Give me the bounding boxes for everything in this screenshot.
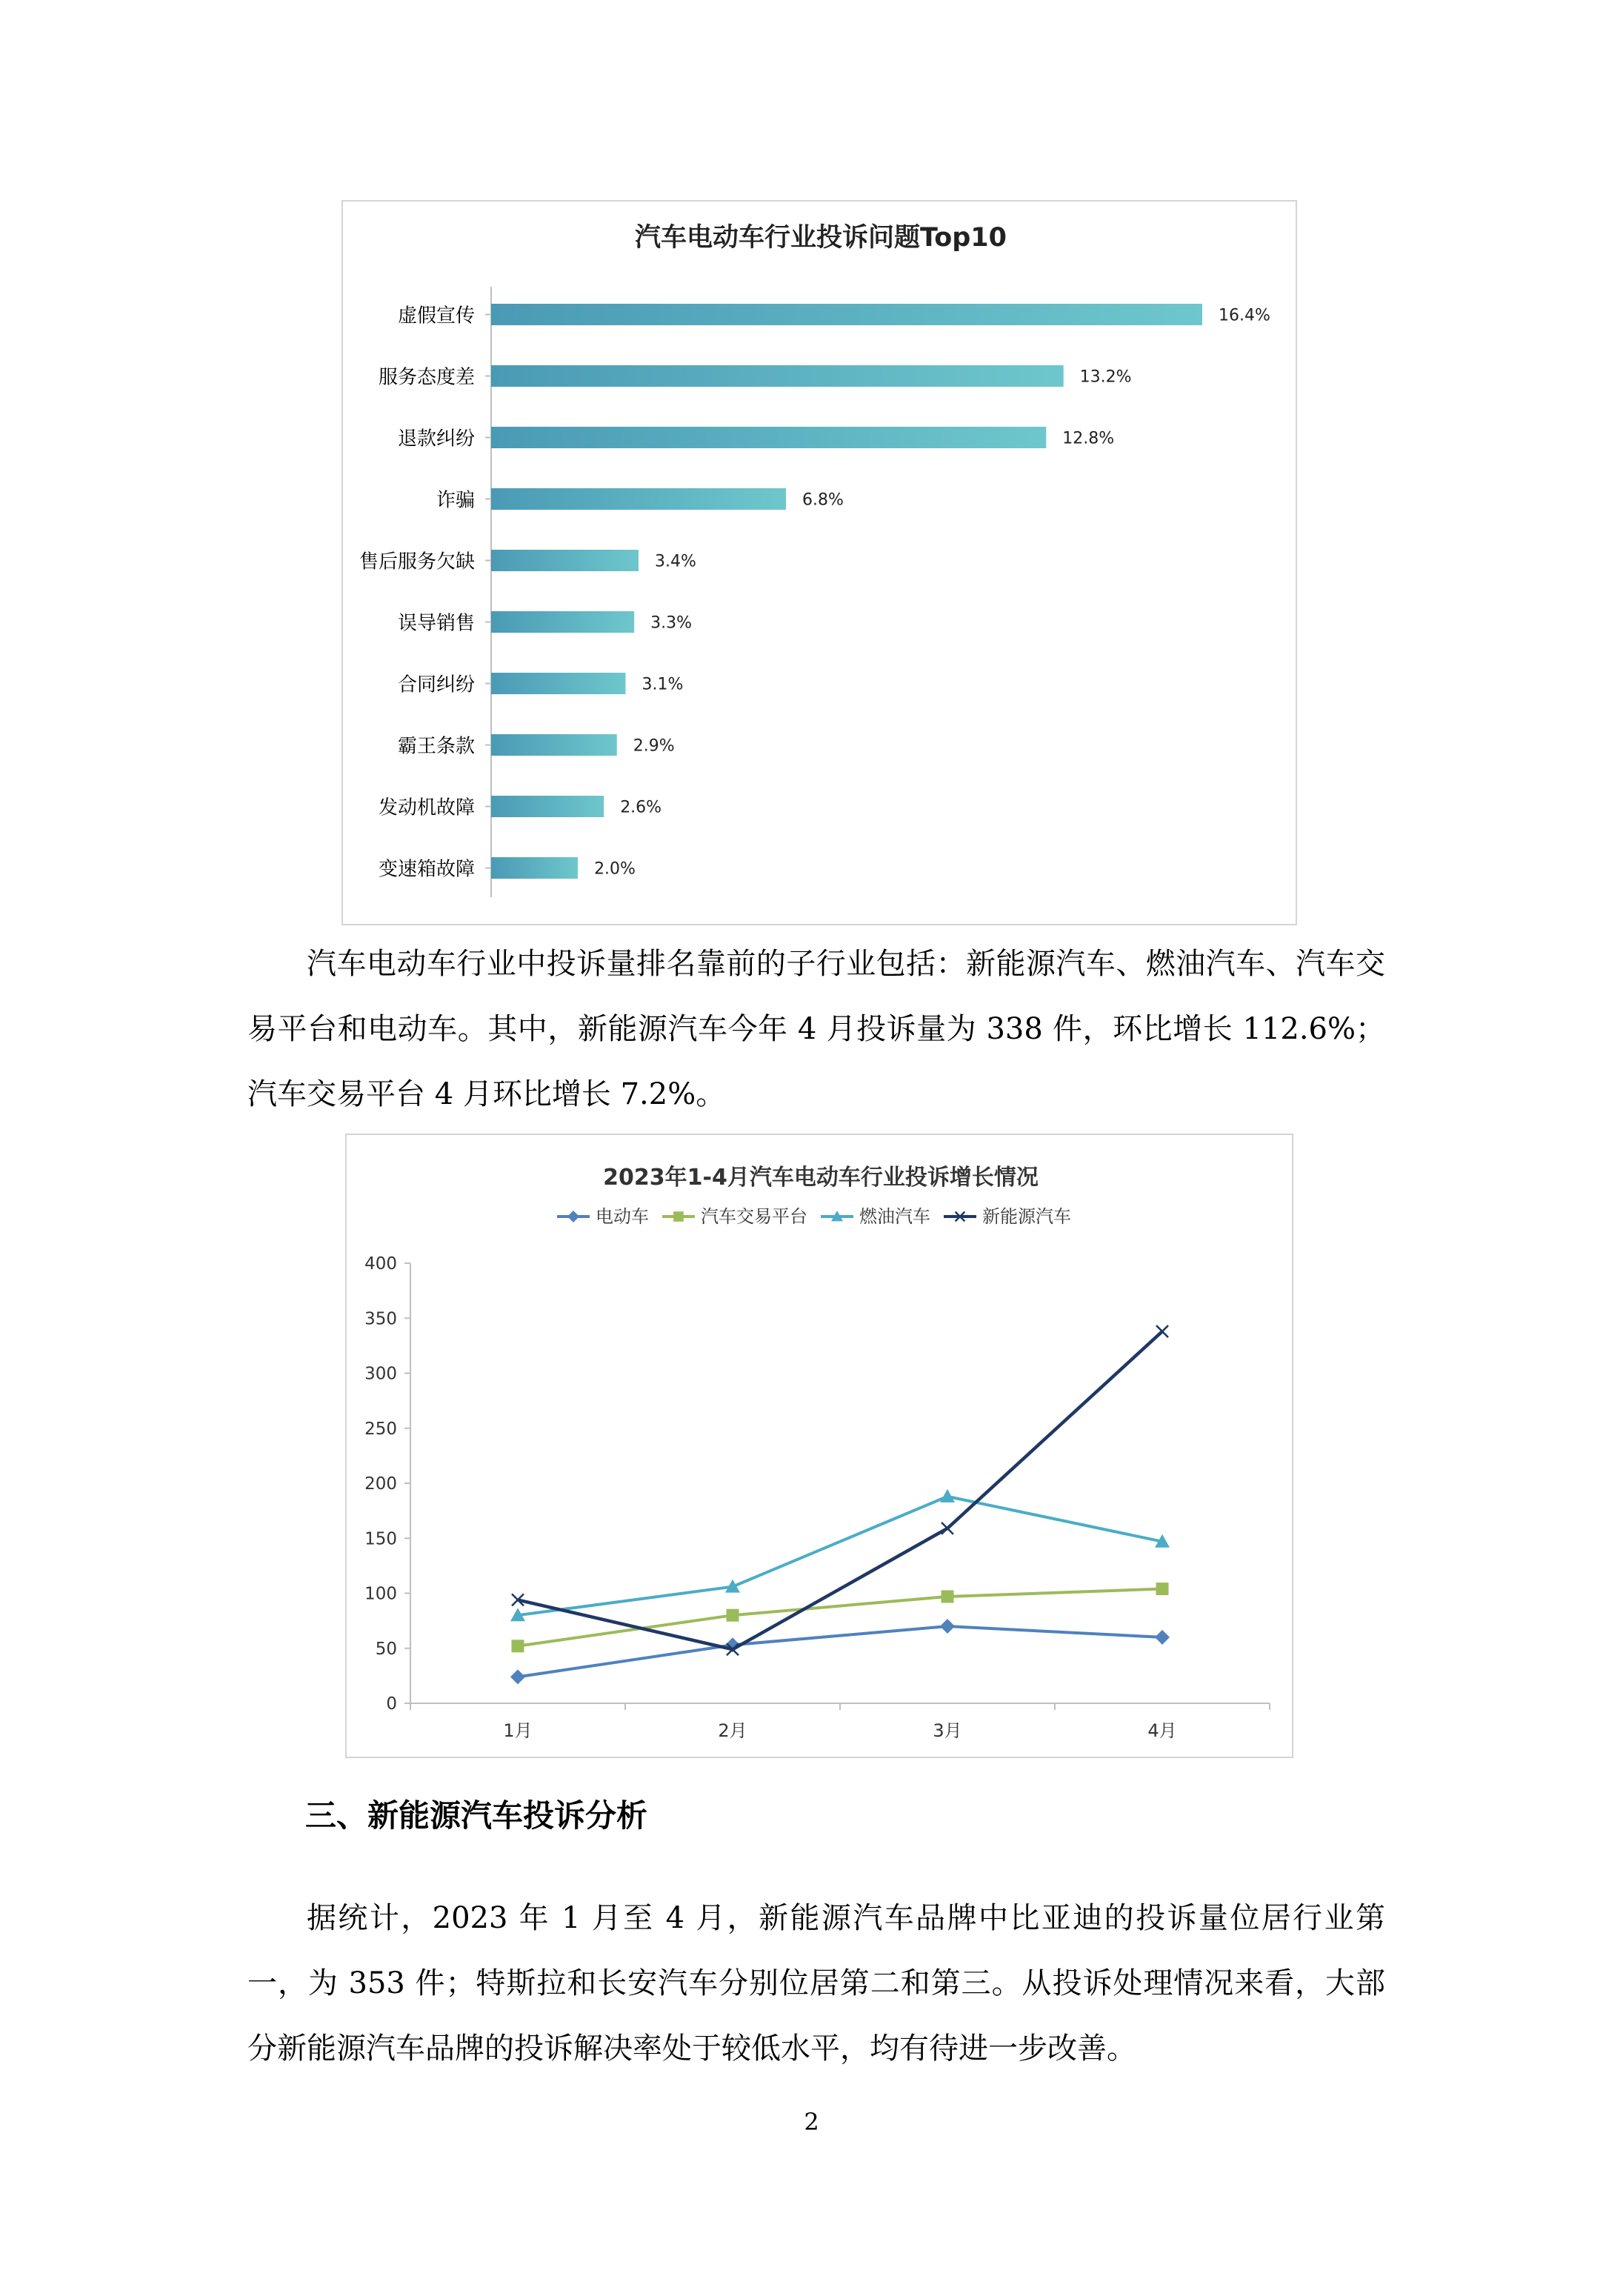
bar	[491, 673, 625, 694]
diamond-marker	[567, 1211, 579, 1222]
legend-label: 新能源汽车	[982, 1206, 1071, 1227]
bar	[491, 488, 786, 510]
y-tick-label: 50	[375, 1639, 397, 1659]
y-tick-label: 300	[364, 1364, 397, 1384]
legend-label: 电动车	[596, 1206, 649, 1227]
square-marker	[512, 1640, 524, 1652]
bar-value-label: 13.2%	[1079, 367, 1132, 387]
series-line	[518, 1589, 1162, 1646]
bar-value-label: 16.4%	[1219, 306, 1270, 325]
series-line	[518, 1497, 1162, 1615]
chart-axes	[364, 1254, 1270, 1741]
bar	[491, 550, 639, 571]
page-number: 2	[804, 2108, 819, 2136]
y-tick-label: 250	[364, 1419, 397, 1439]
line-chart-svg	[347, 1135, 1295, 1760]
bar-category-label: 售后服务欠缺	[359, 550, 475, 573]
bar-category-label: 合同纠纷	[397, 673, 475, 696]
bar-category-label: 退款纠纷	[397, 427, 475, 450]
legend-label: 汽车交易平台	[701, 1206, 807, 1227]
square-marker	[1156, 1583, 1169, 1595]
y-tick-label: 150	[364, 1529, 397, 1549]
y-tick-label: 350	[364, 1309, 397, 1329]
x-tick-label: 2月	[718, 1720, 747, 1741]
bar-category-label: 变速箱故障	[378, 858, 475, 881]
x-tick-label: 4月	[1147, 1720, 1177, 1741]
bar-value-label: 3.4%	[655, 552, 696, 571]
x-tick-label: 3月	[933, 1720, 962, 1741]
bar-category-label: 发动机故障	[378, 796, 475, 819]
bar	[491, 796, 604, 817]
bar-category-label: 服务态度差	[378, 366, 475, 389]
section-heading: 三、新能源汽车投诉分析	[305, 1797, 648, 1834]
bar	[491, 304, 1202, 325]
bar-category-label: 虚假宣传	[397, 305, 475, 327]
bar	[491, 365, 1064, 387]
x-marker	[1156, 1325, 1168, 1337]
bar-value-label: 3.3%	[650, 613, 693, 633]
bar-chart-title: 汽车电动车行业投诉问题Top10	[634, 223, 1007, 253]
series-line	[518, 1626, 1162, 1677]
bar-value-label: 2.6%	[620, 798, 662, 817]
bar-value-label: 12.8%	[1062, 429, 1115, 448]
diamond-marker	[510, 1669, 525, 1684]
x-tick-label: 1月	[503, 1720, 533, 1741]
complaint-top10-chart	[341, 200, 1297, 925]
analysis-paragraph: 据统计，2023 年 1 月至 4 月，新能源汽车品牌中比亚迪的投诉量位居行业第一，为 353 件；特斯拉和长安汽车分别位居第二和第三。从投诉处理情况来看，大部分新能源汽车品牌的投诉解决率处于较低水平，均有待进一步改善。	[247, 1901, 1385, 2066]
bar	[491, 857, 578, 879]
diamond-marker	[1155, 1630, 1170, 1645]
line-chart-title: 2023年1-4月汽车电动车行业投诉增长情况	[603, 1165, 1039, 1191]
bar-category-label: 诈骗	[436, 489, 475, 512]
y-tick-label: 200	[364, 1474, 397, 1494]
bar-group	[359, 287, 1270, 897]
bar-value-label: 3.1%	[641, 675, 684, 694]
intro-paragraph: 汽车电动车行业中投诉量排名靠前的子行业包括：新能源汽车、燃油汽车、汽车交易平台和电动车。其中，新能源汽车今年 4 月投诉量为 338 件，环比增长 112.6%；汽车交易平台 4 月环比增长 7.2%。	[247, 947, 1385, 1111]
triangle-marker	[940, 1489, 955, 1503]
y-tick-label: 100	[364, 1584, 397, 1604]
chart-legend	[557, 1206, 1071, 1227]
bar-value-label: 2.9%	[633, 736, 675, 756]
legend-label: 燃油汽车	[859, 1206, 930, 1227]
bar-category-label: 误导销售	[397, 612, 475, 635]
bar	[491, 611, 634, 633]
complaint-growth-chart	[345, 1134, 1293, 1758]
bar-category-label: 霸王条款	[397, 735, 475, 758]
bar-chart-svg	[343, 202, 1299, 927]
square-marker	[942, 1590, 954, 1603]
x-marker	[942, 1523, 953, 1534]
square-marker	[727, 1609, 739, 1622]
y-tick-label: 400	[364, 1254, 397, 1274]
square-marker	[673, 1211, 684, 1222]
diamond-marker	[940, 1619, 955, 1634]
chart-series	[510, 1325, 1170, 1684]
bar	[491, 734, 617, 756]
bar-value-label: 6.8%	[802, 490, 844, 510]
bar	[491, 427, 1046, 448]
y-tick-label: 0	[386, 1694, 397, 1714]
bar-value-label: 2.0%	[594, 859, 636, 879]
